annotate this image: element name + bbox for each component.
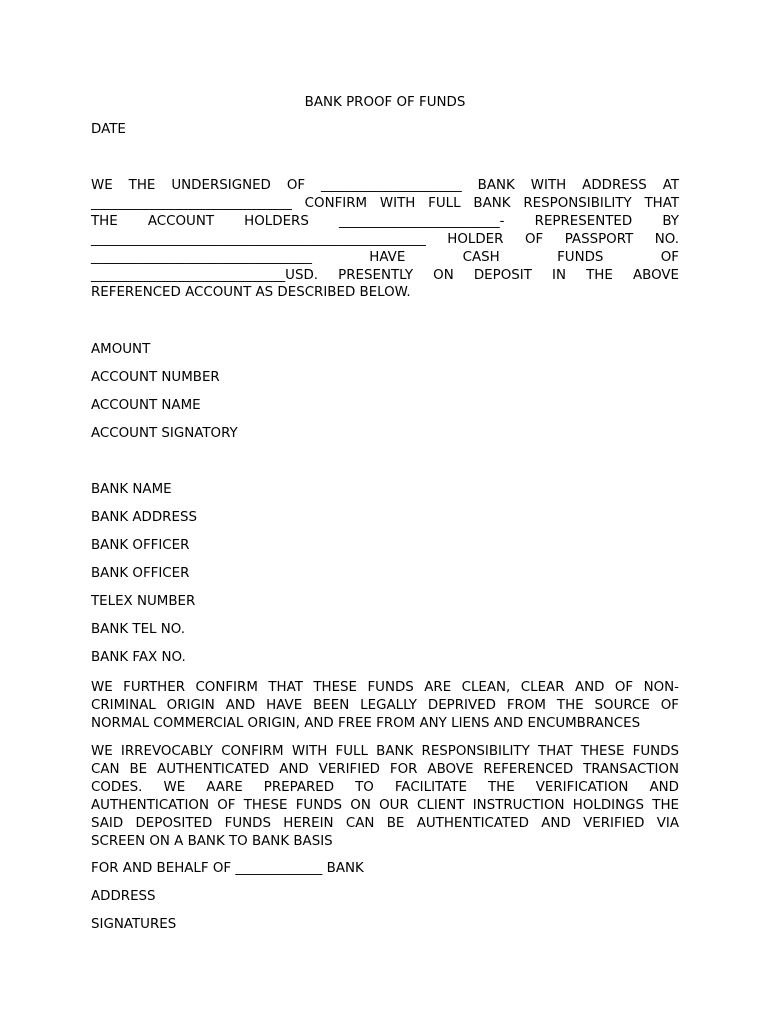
- paragraph-line: SAID DEPOSITED FUNDS HEREIN CAN BE AUTHENTICATED AND VERIFIED VIA: [91, 815, 679, 831]
- paragraph-line: CODES. WE AARE PREPARED TO FACILITATE THE VERIFICATION AND: [91, 779, 679, 795]
- account-name-label: ACCOUNT NAME: [91, 398, 201, 413]
- bank-officer-label: BANK OFFICER: [91, 538, 190, 553]
- bank-fax-label: BANK FAX NO.: [91, 650, 186, 665]
- paragraph-line: NORMAL COMMERCIAL ORIGIN, AND FREE FROM ANY LIENS AND ENCUMBRANCES: [91, 715, 641, 731]
- intro-line: _____________________________USD. PRESENTLY ON DEPOSIT IN THE ABOVE: [91, 267, 679, 283]
- intro-line: __________________________________________________ HOLDER OF PASSPORT NO.: [91, 231, 679, 247]
- document-title: BANK PROOF OF FUNDS: [304, 95, 466, 110]
- further-confirm-paragraph: [91, 679, 679, 733]
- paragraph-line: SCREEN ON A BANK TO BANK BASIS: [91, 833, 333, 849]
- intro-line: _________________________________ HAVE CASH FUNDS OF: [91, 249, 679, 265]
- intro-line: WE THE UNDERSIGNED OF _____________________ BANK WITH ADDRESS AT: [91, 178, 679, 193]
- irrevocable-paragraph: [91, 743, 679, 850]
- signatures-label: SIGNATURES: [91, 917, 177, 932]
- telex-number-label: TELEX NUMBER: [91, 594, 196, 609]
- account-number-label: ACCOUNT NUMBER: [91, 370, 220, 385]
- bank-address-label: BANK ADDRESS: [91, 510, 197, 525]
- bank-officer-label: BANK OFFICER: [91, 566, 190, 581]
- closing-address-label: ADDRESS: [91, 889, 156, 904]
- intro-paragraph: [91, 177, 679, 302]
- intro-line: ______________________________ CONFIRM WITH FULL BANK RESPONSIBILITY THAT: [91, 195, 679, 211]
- intro-line: REFERENCED ACCOUNT AS DESCRIBED BELOW.: [91, 285, 411, 301]
- paragraph-line: WE IRREVOCABLY CONFIRM WITH FULL BANK RESPONSIBILITY THAT THESE FUNDS: [91, 744, 679, 759]
- for-and-behalf-line: FOR AND BEHALF OF _____________ BANK: [91, 861, 364, 876]
- date-label: DATE: [91, 122, 126, 137]
- paragraph-line: CRIMINAL ORIGIN AND HAVE BEEN LEGALLY DEPRIVED FROM THE SOURCE OF: [91, 697, 679, 713]
- paragraph-line: WE FURTHER CONFIRM THAT THESE FUNDS ARE CLEAN, CLEAR AND OF NON-: [91, 680, 679, 695]
- bank-tel-label: BANK TEL NO.: [91, 622, 186, 637]
- paragraph-line: CAN BE AUTHENTICATED AND VERIFIED FOR ABOVE REFERENCED TRANSACTION: [91, 761, 679, 777]
- bank-name-label: BANK NAME: [91, 482, 172, 497]
- intro-line: THE ACCOUNT HOLDERS ________________________- REPRESENTED BY: [91, 213, 679, 229]
- amount-label: AMOUNT: [91, 342, 151, 357]
- paragraph-line: AUTHENTICATION OF THESE FUNDS ON OUR CLIENT INSTRUCTION HOLDINGS THE: [91, 797, 679, 813]
- account-signatory-label: ACCOUNT SIGNATORY: [91, 426, 238, 441]
